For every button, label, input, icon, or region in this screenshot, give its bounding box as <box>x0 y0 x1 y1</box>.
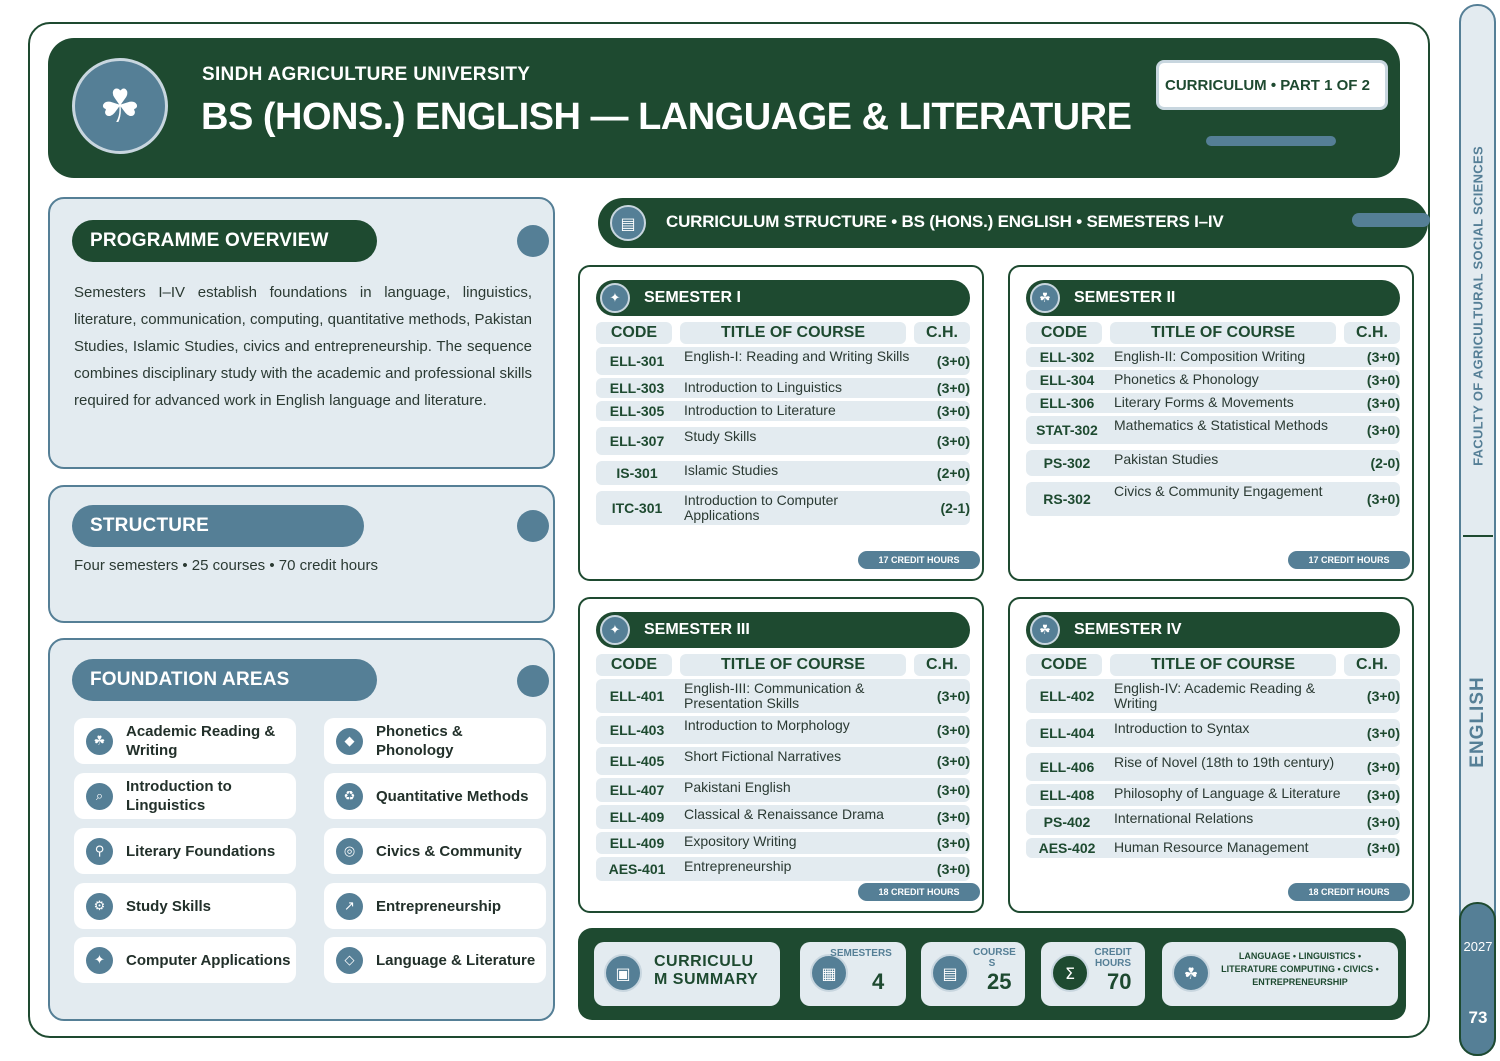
course-credit: (3+0) <box>1366 759 1400 775</box>
curriculum-summary <box>578 928 1406 1020</box>
column-header-code: CODE <box>596 322 672 344</box>
course-title: Rise of Novel (18th to 19th century) <box>1114 754 1335 770</box>
course-title: Mathematics & Statistical Methods <box>1114 417 1328 433</box>
course-code: ELL-304 <box>1039 372 1095 388</box>
course-title: International Relations <box>1114 810 1254 826</box>
summary-semesters-label: SEMESTERS <box>830 948 892 959</box>
foundation-item <box>324 828 546 874</box>
course-credit: (2-0) <box>1370 455 1400 471</box>
summary-courses <box>921 942 1025 1006</box>
recycle-icon: ♻ <box>336 783 363 810</box>
foundation-item <box>74 883 296 929</box>
course-code: ELL-302 <box>1039 349 1095 365</box>
course-row <box>596 491 970 525</box>
overview-panel <box>48 197 555 469</box>
foundation-label: Computer Applications <box>126 951 291 969</box>
foundation-item <box>74 773 296 819</box>
diamond-icon: ◆ <box>336 728 363 755</box>
semester-card <box>1008 265 1414 581</box>
square-target-icon: ▣ <box>604 954 642 992</box>
column-header-title: TITLE OF COURSE <box>1110 322 1336 344</box>
foundation-item <box>74 828 296 874</box>
course-credit: (3+0) <box>936 433 970 449</box>
overview-heading: PROGRAMME OVERVIEW <box>72 220 377 262</box>
foundation-label: Phonetics & Phonology <box>376 723 463 759</box>
person-icon: ⚲ <box>86 838 113 865</box>
semester-title: SEMESTER II <box>1074 289 1176 306</box>
foundation-item <box>324 883 546 929</box>
course-credit: (3+0) <box>936 753 970 769</box>
semester-card <box>1008 597 1414 913</box>
banner-accent-bar <box>1352 213 1430 227</box>
foundation-label: Quantitative Methods <box>376 787 529 805</box>
foundation-label: Entrepreneurship <box>376 897 502 915</box>
course-row <box>596 716 970 744</box>
course-row <box>596 401 970 421</box>
summary-title-box <box>594 942 780 1006</box>
course-title: English-I: Reading and Writing Skills <box>684 348 910 364</box>
course-credit: (3+0) <box>1366 787 1400 803</box>
document-icon: ▤ <box>610 205 646 241</box>
structure-panel <box>48 485 555 623</box>
semester-header <box>1026 612 1400 648</box>
course-row <box>596 461 970 485</box>
course-row <box>1026 753 1400 781</box>
course-row <box>596 832 970 854</box>
semester-card <box>578 597 984 913</box>
summary-title: CURRICULU M SUMMARY <box>654 953 759 988</box>
course-code: ELL-307 <box>609 433 665 449</box>
course-credit: (3+0) <box>1366 688 1400 704</box>
course-title: Introduction to Literature <box>684 402 836 418</box>
course-credit: (3+0) <box>1366 491 1400 507</box>
star-icon: ✦ <box>600 615 630 645</box>
column-header-ch: C.H. <box>914 322 970 344</box>
summary-credit-label: CREDIT HOURS <box>1094 947 1132 969</box>
course-title: Civics & Community Engagement <box>1114 483 1323 499</box>
course-list <box>1026 679 1400 861</box>
foundation-item <box>324 773 546 819</box>
diamond-outline-icon: ◇ <box>336 947 363 974</box>
course-code: ELL-401 <box>609 688 665 704</box>
course-row <box>596 347 970 375</box>
shamrock-icon: ☘ <box>1172 954 1210 992</box>
course-code: AES-401 <box>608 861 666 877</box>
summary-credit-hours <box>1041 942 1145 1006</box>
course-code: PS-402 <box>1043 814 1091 830</box>
foundation-item <box>74 937 296 983</box>
course-row <box>596 778 970 802</box>
column-header-code: CODE <box>1026 322 1102 344</box>
course-credit: (3+0) <box>936 722 970 738</box>
course-title: Introduction to Linguistics <box>684 379 842 395</box>
column-header-code: CODE <box>1026 654 1102 676</box>
course-row <box>596 805 970 829</box>
course-credit: (3+0) <box>1366 840 1400 856</box>
column-header-ch: C.H. <box>914 654 970 676</box>
course-code: ELL-404 <box>1039 725 1095 741</box>
course-row <box>1026 809 1400 835</box>
course-row <box>1026 370 1400 390</box>
shamrock-icon: ☘ <box>1030 615 1060 645</box>
column-header-ch: C.H. <box>1344 654 1400 676</box>
course-row <box>1026 784 1400 806</box>
grid-icon: ▦ <box>810 954 848 992</box>
semester-header <box>596 612 970 648</box>
course-title: Short Fictional Narratives <box>684 748 842 764</box>
course-row <box>596 679 970 713</box>
course-code: ELL-408 <box>1039 787 1095 803</box>
course-code: STAT-302 <box>1036 422 1098 438</box>
course-credit: (3+0) <box>936 835 970 851</box>
course-title: Human Resource Management <box>1114 839 1309 855</box>
course-title: Pakistan Studies <box>1114 451 1219 467</box>
semester-card <box>578 265 984 581</box>
course-list <box>596 347 970 528</box>
course-credit: (3+0) <box>1366 814 1400 830</box>
course-row <box>596 857 970 881</box>
course-row <box>596 427 970 455</box>
course-credit: (3+0) <box>1366 372 1400 388</box>
course-code: ELL-406 <box>1039 759 1095 775</box>
semester-header <box>1026 280 1400 316</box>
curriculum-part-badge: CURRICULUM • PART 1 OF 2 <box>1156 60 1388 110</box>
summary-courses-label: COURSE S <box>973 947 1016 969</box>
shamrock-icon: ☘ <box>86 728 113 755</box>
course-title: English-III: Communication & Presentation Skills <box>684 680 865 711</box>
subject-label: ENGLISH <box>1467 676 1488 768</box>
course-code: ELL-301 <box>609 353 665 369</box>
course-code: RS-302 <box>1043 491 1091 507</box>
course-title: Islamic Studies <box>684 462 779 478</box>
panel-dot <box>517 225 549 257</box>
credit-hours-badge: 18 CREDIT HOURS <box>858 883 980 901</box>
course-title: English-IV: Academic Reading & Writing <box>1114 680 1316 711</box>
foundation-item <box>324 718 546 764</box>
course-code: ELL-306 <box>1039 395 1095 411</box>
target-icon: ◎ <box>336 838 363 865</box>
column-header-title: TITLE OF COURSE <box>1110 654 1336 676</box>
course-credit: (3+0) <box>936 688 970 704</box>
foundation-panel <box>48 638 555 1021</box>
arrow-icon: ↗ <box>336 893 363 920</box>
course-title: Philosophy of Language & Literature <box>1114 785 1341 801</box>
credit-hours-badge: 17 CREDIT HOURS <box>1288 551 1410 569</box>
course-list <box>1026 347 1400 519</box>
course-row <box>596 747 970 775</box>
foundation-label: Literary Foundations <box>126 842 276 860</box>
column-header-title: TITLE OF COURSE <box>680 654 906 676</box>
foundation-label: Civics & Community <box>376 842 522 860</box>
course-row <box>1026 347 1400 367</box>
course-title: Expository Writing <box>684 833 797 849</box>
course-title: Literary Forms & Movements <box>1114 394 1294 410</box>
course-row <box>1026 450 1400 476</box>
course-row <box>1026 719 1400 747</box>
course-row <box>1026 838 1400 858</box>
curriculum-banner-title: CURRICULUM STRUCTURE • BS (HONS.) ENGLISH • SEMESTERS I–IV <box>666 212 1224 231</box>
course-row <box>1026 416 1400 444</box>
course-credit: (3+0) <box>936 380 970 396</box>
course-credit: (2-1) <box>940 500 970 516</box>
course-row <box>1026 679 1400 713</box>
course-row <box>1026 482 1400 516</box>
course-row <box>596 378 970 398</box>
summary-courses-value: 25 <box>987 969 1012 994</box>
semester-title: SEMESTER IV <box>1074 621 1182 638</box>
summary-topics-box <box>1162 942 1398 1006</box>
course-code: ITC-301 <box>611 500 663 516</box>
credit-hours-badge: 18 CREDIT HOURS <box>1288 883 1410 901</box>
foundation-label: Introduction to Linguistics <box>126 778 232 814</box>
course-title: Introduction to Computer Applications <box>684 492 839 523</box>
course-title: Introduction to Morphology <box>684 717 850 733</box>
course-code: ELL-305 <box>609 403 665 419</box>
star-icon: ✦ <box>600 283 630 313</box>
course-title: English-II: Composition Writing <box>1114 348 1306 364</box>
course-title: Study Skills <box>684 428 757 444</box>
course-code: ELL-303 <box>609 380 665 396</box>
course-title: Pakistani English <box>684 779 791 795</box>
faculty-label: FACULTY OF AGRICULTURAL SOCIAL SCIENCES <box>1470 146 1486 466</box>
course-credit: (3+0) <box>1366 349 1400 365</box>
course-code: ELL-407 <box>609 782 665 798</box>
header-accent-bar <box>1206 136 1336 146</box>
course-title: Classical & Renaissance Drama <box>684 806 884 822</box>
course-code: PS-302 <box>1043 455 1091 471</box>
gear-icon: ⚙ <box>86 893 113 920</box>
foundation-label: Academic Reading & Writing <box>126 723 276 759</box>
semester-header <box>596 280 970 316</box>
course-credit: (3+0) <box>936 353 970 369</box>
semester-title: SEMESTER I <box>644 289 741 306</box>
summary-semesters-value: 4 <box>872 969 885 994</box>
course-credit: (3+0) <box>1366 395 1400 411</box>
course-code: IS-301 <box>616 465 658 481</box>
course-credit: (3+0) <box>936 809 970 825</box>
course-code: ELL-409 <box>609 809 665 825</box>
structure-heading: STRUCTURE <box>72 505 364 547</box>
course-credit: (3+0) <box>1366 422 1400 438</box>
foundation-heading: FOUNDATION AREAS <box>72 659 377 701</box>
foundation-item <box>324 937 546 983</box>
column-header-title: TITLE OF COURSE <box>680 322 906 344</box>
course-row <box>1026 393 1400 413</box>
shamrock-icon: ☘ <box>1030 283 1060 313</box>
course-code: ELL-402 <box>1039 688 1095 704</box>
year-label: 2027 <box>1463 939 1493 954</box>
search-icon: ⌕ <box>86 783 113 810</box>
column-header-ch: C.H. <box>1344 322 1400 344</box>
course-credit: (2+0) <box>936 465 970 481</box>
page-number: 73 <box>1468 1008 1488 1027</box>
column-header-code: CODE <box>596 654 672 676</box>
semester-title: SEMESTER III <box>644 621 750 638</box>
summary-credit-value: 70 <box>1107 969 1132 994</box>
course-credit: (3+0) <box>1366 725 1400 741</box>
document-icon: ▤ <box>931 954 969 992</box>
course-list <box>596 679 970 884</box>
university-name: SINDH AGRICULTURE UNIVERSITY <box>202 64 531 85</box>
structure-text: Four semesters • 25 courses • 70 credit hours <box>74 557 378 574</box>
star-icon: ✦ <box>86 947 113 974</box>
credit-hours-badge: 17 CREDIT HOURS <box>858 551 980 569</box>
course-credit: (3+0) <box>936 782 970 798</box>
course-code: ELL-403 <box>609 722 665 738</box>
curriculum-banner <box>598 198 1428 248</box>
panel-dot <box>517 665 549 697</box>
summary-semesters <box>800 942 906 1006</box>
course-credit: (3+0) <box>936 861 970 877</box>
foundation-label: Language & Literature <box>376 951 536 969</box>
summary-topics: LANGUAGE • LINGUISTICS • LITERATURE COMPUTING • CIVICS • ENTREPRENEURSHIP <box>1221 951 1379 987</box>
course-title: Phonetics & Phonology <box>1114 371 1259 387</box>
side-divider <box>1463 535 1493 537</box>
course-title: Introduction to Syntax <box>1114 720 1250 736</box>
panel-dot <box>517 510 549 542</box>
foundation-item <box>74 718 296 764</box>
overview-text: Semesters I–IV establish foundations in language, linguistics, literature, communication, computing, quantitative methods, Pakistan Studies, Islamic Studies, civics and entrepreneurship. The sequence combines disciplinary study with the academic and professional skills required for advanced work in English language and literature. <box>74 284 532 409</box>
course-title: Entrepreneurship <box>684 858 792 874</box>
page-box <box>1459 902 1496 1056</box>
course-code: ELL-409 <box>609 835 665 851</box>
course-code: AES-402 <box>1038 840 1096 856</box>
programme-title: BS (HONS.) ENGLISH — LANGUAGE & LITERATURE <box>201 96 1132 138</box>
course-code: ELL-405 <box>609 753 665 769</box>
shamrock-icon: ☘ <box>72 58 168 154</box>
course-credit: (3+0) <box>936 403 970 419</box>
sigma-icon: Σ <box>1051 954 1089 992</box>
foundation-label: Study Skills <box>126 897 212 915</box>
